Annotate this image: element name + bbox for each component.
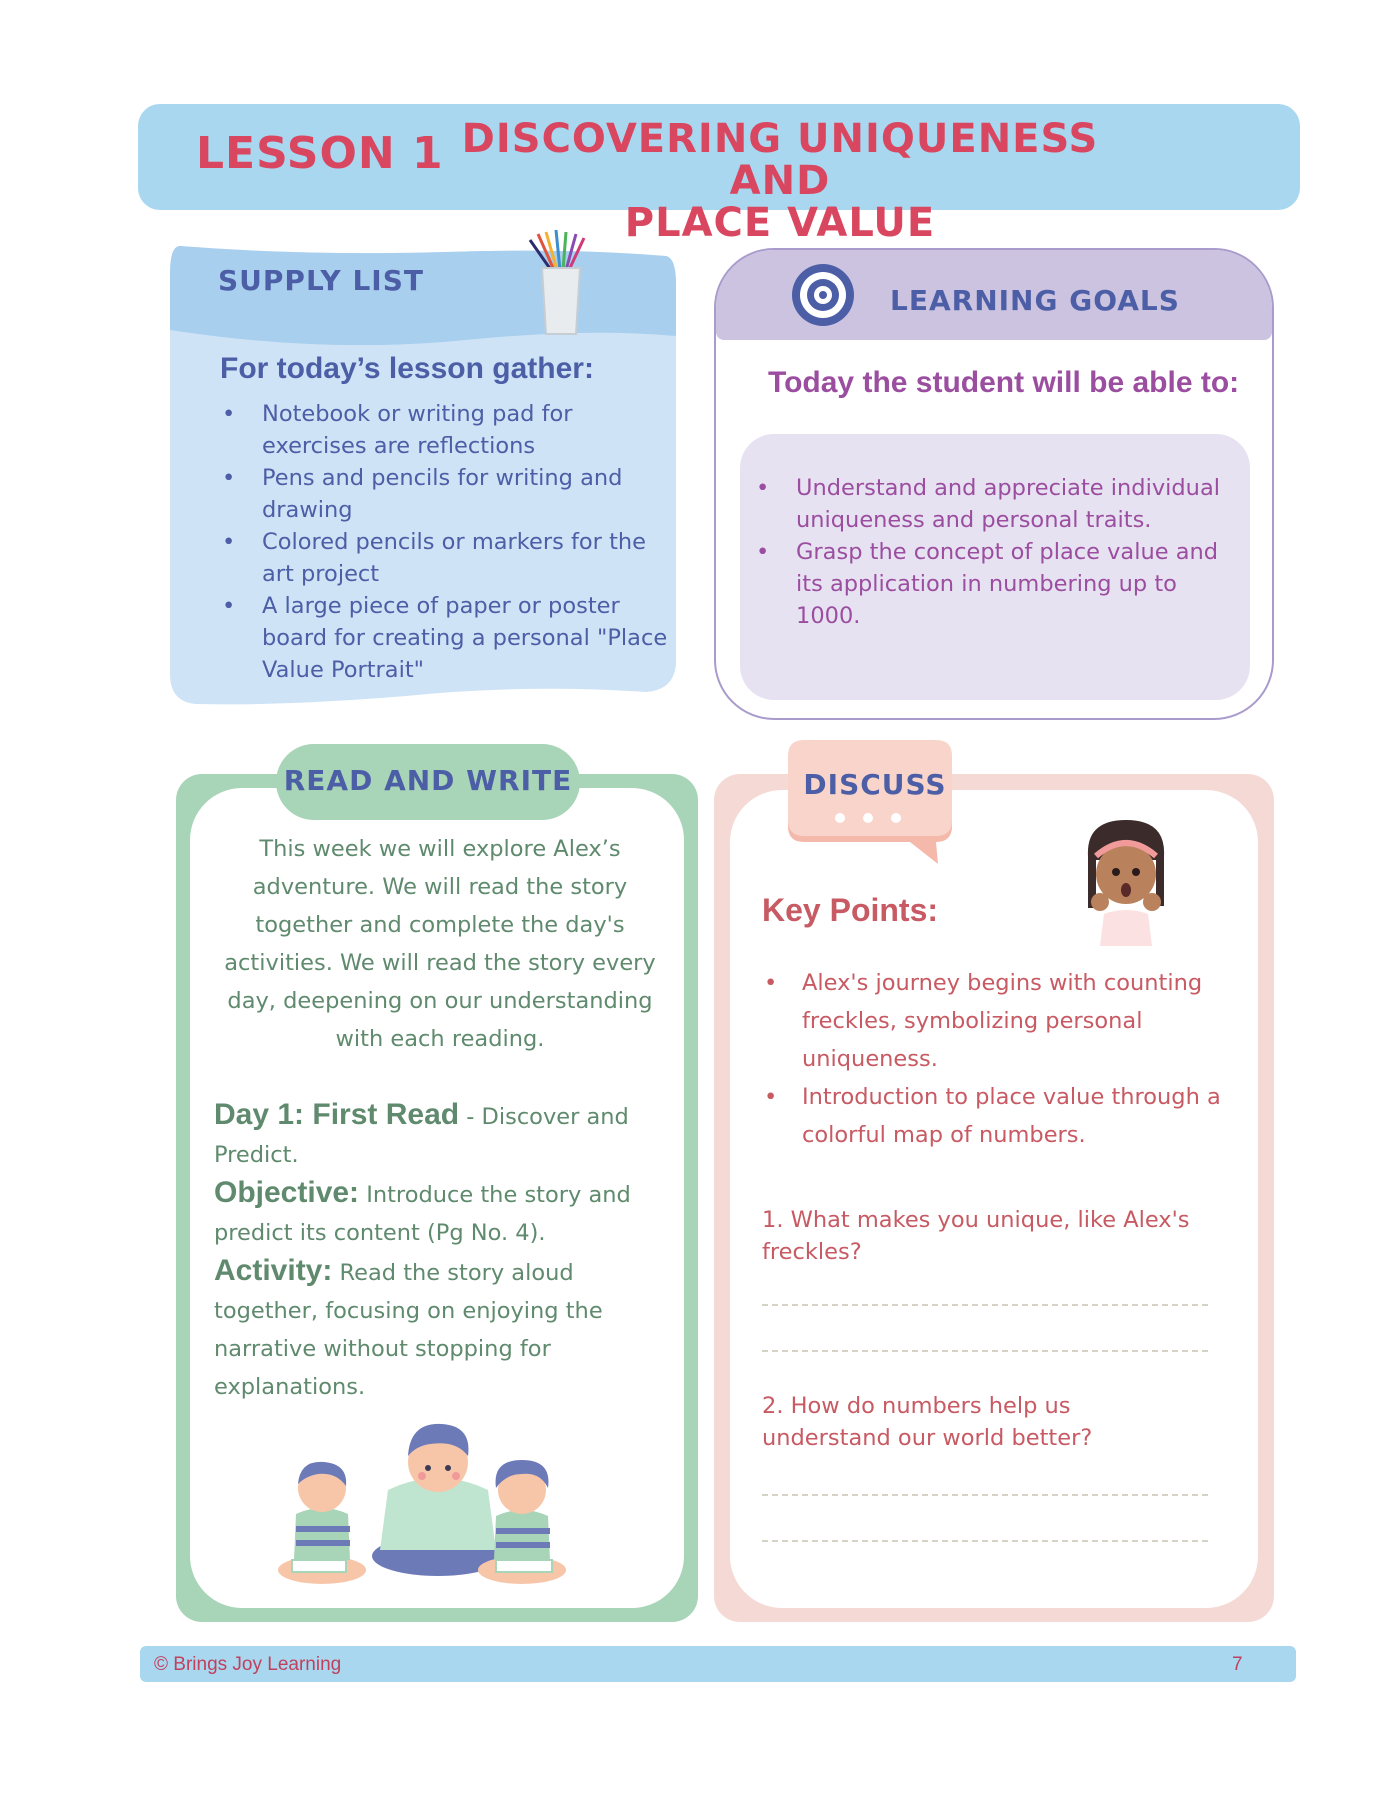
read-write-title: READ AND WRITE <box>283 764 573 797</box>
lesson-title-line-2: PLACE VALUE <box>624 200 936 246</box>
answer-line[interactable] <box>762 1304 1208 1306</box>
learning-goals-subtitle: Today the student will be able to: <box>768 366 1240 399</box>
activity-paragraph <box>214 1252 674 1406</box>
read-write-body <box>214 1096 674 1406</box>
day-1-text: - Discover and Predict. <box>214 1104 629 1168</box>
lesson-label: LESSON 1 <box>196 128 444 179</box>
objective-text: Introduce the story and predict its content (Pg No. 4). <box>214 1182 631 1246</box>
objective-heading: Objective: <box>214 1176 360 1209</box>
answer-line[interactable] <box>762 1350 1208 1352</box>
family-reading-illustration <box>270 1410 590 1590</box>
read-write-intro: This week we will explore Alex’s adventure. We will read the story together and complete the day's activities. We will read the story every day, deepening on our understanding with each reading. <box>224 836 656 1052</box>
target-icon <box>790 262 856 328</box>
surprised-girl-illustration <box>1078 816 1174 946</box>
lesson-title <box>430 118 1130 244</box>
day-1-heading: Day 1: First Read <box>214 1098 460 1131</box>
objective-paragraph <box>214 1174 674 1252</box>
speech-bubble-icon <box>788 740 968 870</box>
answer-line[interactable] <box>762 1540 1208 1542</box>
lesson-title-line-1: DISCOVERING UNIQUENESS AND <box>461 116 1099 204</box>
supply-list-title: SUPPLY LIST <box>218 264 424 297</box>
key-points-label: Key Points: <box>762 892 939 928</box>
discussion-question-1: 1. What makes you unique, like Alex's freckles? <box>762 1207 1190 1265</box>
list-item: • A large piece of paper or poster board for creating a personal "Place Value Portrait" <box>218 590 668 686</box>
list-item: • Grasp the concept of place value and its application in numbering up to 1000. <box>756 536 1236 632</box>
list-item: • Pens and pencils for writing and drawing <box>218 462 668 526</box>
activity-heading: Activity: <box>214 1254 333 1287</box>
key-points-list <box>760 964 1250 1154</box>
pencil-cup-icon <box>524 230 594 340</box>
list-item: • Notebook or writing pad for exercises are reflections <box>218 398 668 462</box>
discussion-question-2: 2. How do numbers help us understand our world better? <box>762 1393 1093 1451</box>
list-item: • Introduction to place value through a colorful map of numbers. <box>760 1078 1250 1154</box>
page-number: 7 <box>1232 1654 1243 1675</box>
activity-text: Read the story aloud together, focusing on enjoying the narrative without stopping for explanations. <box>214 1260 603 1400</box>
day-1-paragraph <box>214 1096 674 1174</box>
footer-copyright: © Brings Joy Learning <box>154 1654 342 1675</box>
answer-line[interactable] <box>762 1494 1208 1496</box>
list-item: • Colored pencils or markers for the art project <box>218 526 668 590</box>
learning-goals-list <box>756 472 1236 632</box>
supply-items-list <box>218 398 668 686</box>
list-item: • Understand and appreciate individual uniqueness and personal traits. <box>756 472 1236 536</box>
supply-list-subtitle: For today’s lesson gather: <box>220 352 594 385</box>
discuss-title: DISCUSS <box>803 768 947 801</box>
learning-goals-title: LEARNING GOALS <box>890 284 1180 317</box>
list-item: • Alex's journey begins with counting freckles, symbolizing personal uniqueness. <box>760 964 1250 1078</box>
